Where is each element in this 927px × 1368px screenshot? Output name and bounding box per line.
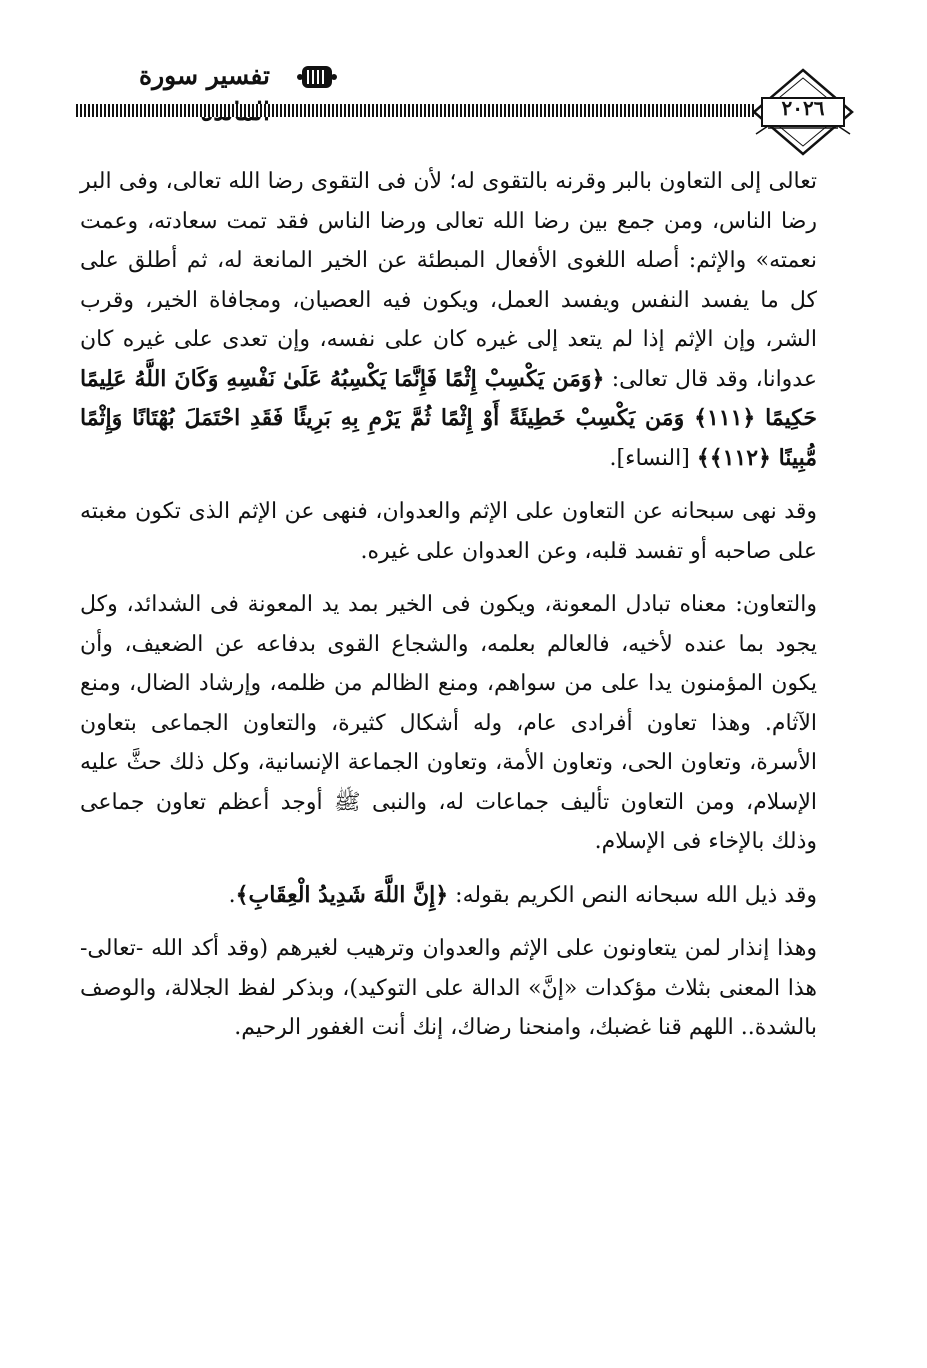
quran-verse: ﴿إِنَّ اللَّهَ شَدِيدُ الْعِقَابِ﴾ xyxy=(235,881,449,908)
text-run: وهذا إنذار لمن يتعاونون على الإثم والعدوان وترهيب لغيرهم (وقد أكد الله -تعالى- هذا المعنى بثلاث مؤكدات «إنَّ» الدالة على التوكيد)، وبذكر لفظ الجلالة، والوصف بالشدة.. اللهم قنا غضبك، وامنحنا رضاك، إنك أنت الغفور الرحيم. xyxy=(80,936,817,1040)
text-run: [النساء]. xyxy=(609,445,697,471)
header-rule xyxy=(76,104,756,117)
header-ornament-icon xyxy=(296,62,338,92)
paragraph xyxy=(80,585,817,862)
paragraph xyxy=(80,929,817,1048)
body-text xyxy=(80,162,817,1048)
running-header-title: تفسير سورة xyxy=(139,61,270,90)
paragraph xyxy=(80,876,817,916)
text-run: تعالى إلى التعاون بالبر وقرنه بالتقوى له؛ لأن فى التقوى رضا الله تعالى، وفى البر رضا الناس، ومن جمع بين رضا الله تعالى ورضا الناس فقد تمت سعادته، وعمت نعمته» والإثم: أصله اللغوى الأفعال المبطئة عن الخير المانعة له، ثم أطلق على كل ما يفسد النفس ويفسد العمل، ويكون فيه العصيان، ومجافاة الخير، وقرب الشر، وإن الإثم إذا لم يتعد إلى غيره كان على نفسه، وإن تعدى على غيره كان عدوانا، وقد قال تعالى: xyxy=(80,169,817,392)
quran-verse: ﴿وَمَن يَكْسِبْ إِثْمًا فَإِنَّمَا يَكْسِبُهُ عَلَىٰ نَفْسِهِ وَكَانَ اللَّهُ عَلِيمًا حَكِيمًا ﴿١١١﴾ وَمَن يَكْسِبْ خَطِيئَةً أَوْ إِثْمًا ثُمَّ يَرْمِ بِهِ بَرِيئًا فَقَدِ احْتَمَلَ بُهْتَانًا وَإِثْمًا مُّبِينًا ﴿١١٢﴾﴾ xyxy=(80,365,817,471)
text-run: وقد ذيل الله سبحانه النص الكريم بقوله: xyxy=(448,882,817,908)
paragraph xyxy=(80,162,817,478)
paragraph xyxy=(80,492,817,571)
text-run: وقد نهى سبحانه عن التعاون على الإثم والعدوان، فنهى عن الإثم الذى تكون مغبته على صاحبه أو تفسد قلبه، وعن العدوان على غيره. xyxy=(80,499,817,564)
page-number: ٢٠٢٦ xyxy=(781,96,825,120)
text-run: والتعاون: معناه تبادل المعونة، ويكون فى الخير بمد يد المعونة فى الشدائد، وكل يجود بما عنده لأخيه، فالعالم بعلمه، والشجاع القوى بدفاعه عن الضعيف، وأن يكون المؤمنون يدا على من سواهم، ومنع الظالم من ظلمه، وإرشاد الضال، ومنع الآثام. وهذا تعاون أفرادى عام، وله أشكال كثيرة، والتعاون الجماعى بتعاون الأسرة، وتعاون الحى، وتعاون الأمة، وتعاون الجماعة الإنسانية، وكل ذلك حثَّ عليه الإسلام، ومن التعاون تأليف جماعات له، والنبى ﷺ أوجد أعظم تعاون جماعى وذلك بالإخاء فى الإسلام. xyxy=(80,592,817,854)
text-run: . xyxy=(228,882,236,908)
